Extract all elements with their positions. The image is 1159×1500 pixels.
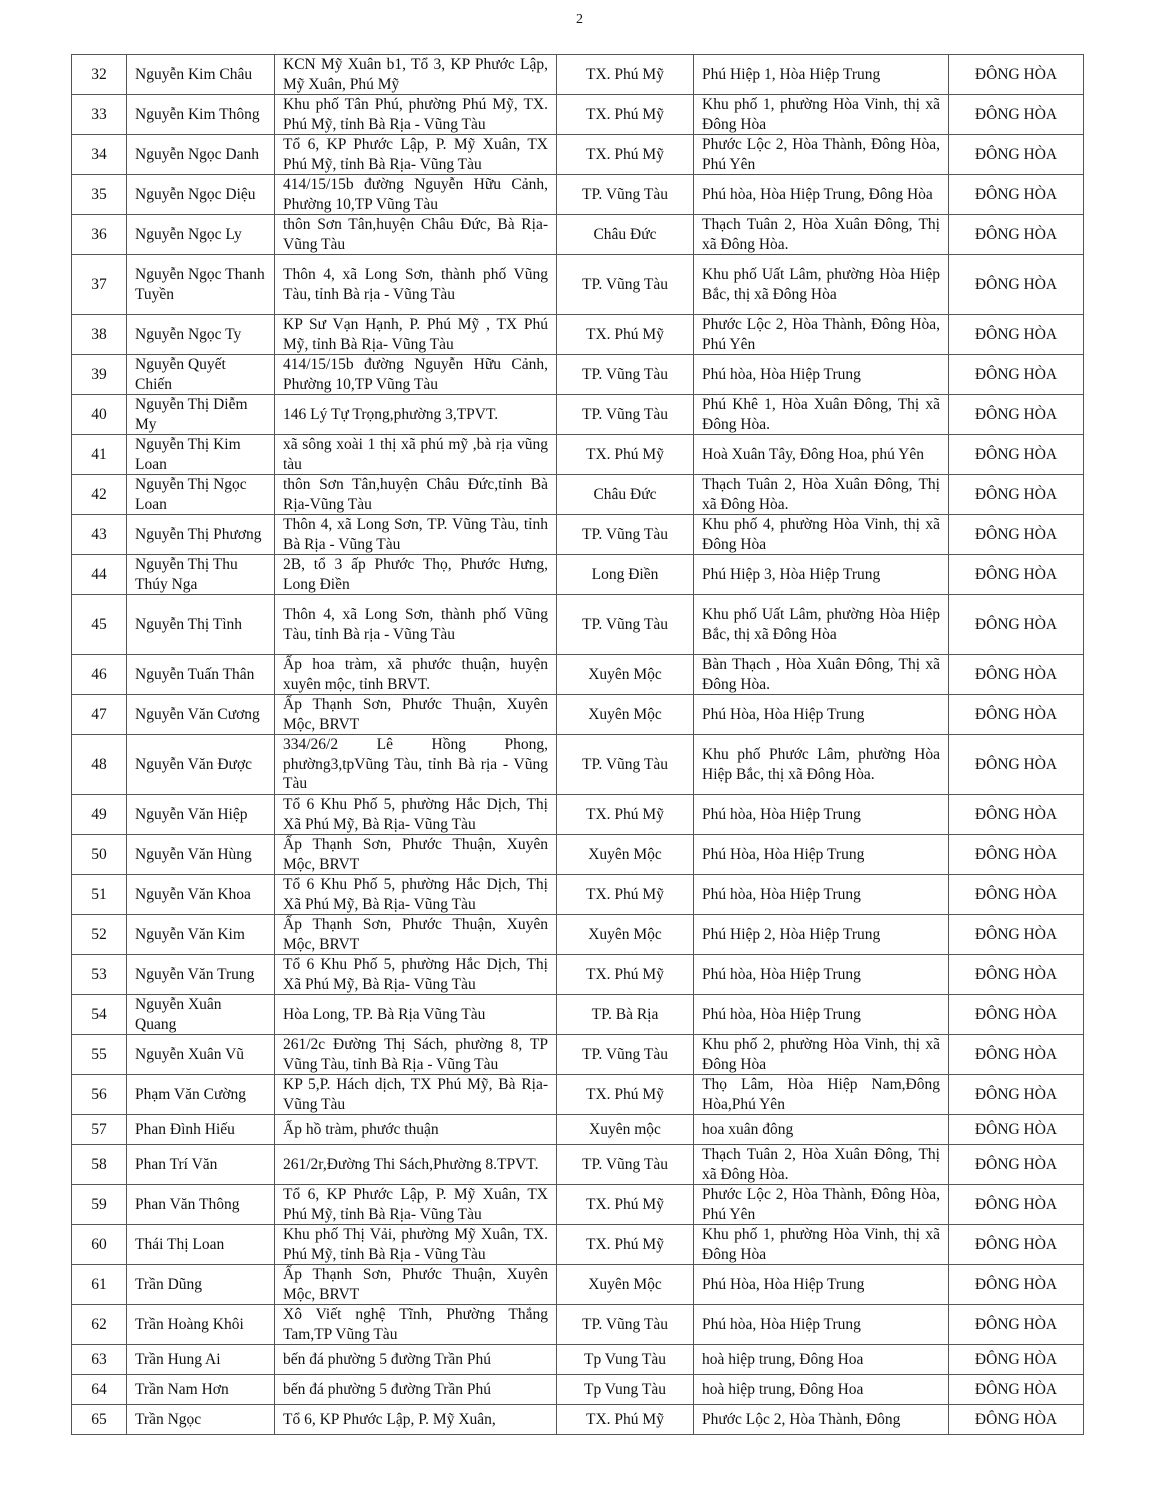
current-address-cell: thôn Sơn Tân,huyện Châu Đức,tỉnh Bà Rịa-Vũng Tàu (275, 475, 557, 515)
hometown-cell: Phú Hòa, Hòa Hiệp Trung (694, 695, 949, 735)
district-cell: TX. Phú Mỹ (557, 435, 694, 475)
district-cell: TX. Phú Mỹ (557, 315, 694, 355)
row-number-cell: 59 (72, 1185, 127, 1225)
row-number-cell: 37 (72, 255, 127, 315)
current-address-cell: Ấp Thạnh Sơn, Phước Thuận, Xuyên Mộc, BRVT (275, 835, 557, 875)
hometown-cell: Khu phố Uất Lâm, phường Hòa Hiệp Bắc, thị xã Đông Hòa (694, 595, 949, 655)
current-address-cell: Ấp hồ tràm, phước thuận (275, 1115, 557, 1145)
current-address-cell: Thôn 4, xã Long Sơn, thành phố Vũng Tàu, tỉnh Bà rịa - Vũng Tàu (275, 255, 557, 315)
row-number-cell: 40 (72, 395, 127, 435)
current-address-cell: bến đá phường 5 đường Trần Phú (275, 1345, 557, 1375)
row-number-cell: 60 (72, 1225, 127, 1265)
hometown-cell: Khu phố 1, phường Hòa Vinh, thị xã Đông Hòa (694, 95, 949, 135)
home-region-cell: ĐÔNG HÒA (949, 875, 1084, 915)
row-number-cell: 36 (72, 215, 127, 255)
table-row (72, 655, 1084, 695)
member-name-cell: Nguyễn Tuấn Thân (127, 655, 275, 695)
home-region-cell: ĐÔNG HÒA (949, 55, 1084, 95)
row-number-cell: 35 (72, 175, 127, 215)
row-number-cell: 55 (72, 1035, 127, 1075)
current-address-cell: Khu phố Thị Vải, phường Mỹ Xuân, TX. Phú Mỹ, tỉnh Bà Rịa - Vũng Tàu (275, 1225, 557, 1265)
table-row (72, 1375, 1084, 1405)
row-number-cell: 45 (72, 595, 127, 655)
hometown-cell: Phú hòa, Hòa Hiệp Trung (694, 875, 949, 915)
member-name-cell: Nguyễn Văn Hùng (127, 835, 275, 875)
member-name-cell: Phan Trí Văn (127, 1145, 275, 1185)
row-number-cell: 57 (72, 1115, 127, 1145)
page-number: 2 (576, 12, 583, 27)
member-name-cell: Thái Thị Loan (127, 1225, 275, 1265)
member-name-cell: Nguyễn Thị Thu Thúy Nga (127, 555, 275, 595)
row-number-cell: 44 (72, 555, 127, 595)
home-region-cell: ĐÔNG HÒA (949, 435, 1084, 475)
table-row (72, 1075, 1084, 1115)
table-row (72, 515, 1084, 555)
member-name-cell: Trần Hoàng Khôi (127, 1305, 275, 1345)
home-region-cell: ĐÔNG HÒA (949, 555, 1084, 595)
table-row (72, 1185, 1084, 1225)
row-number-cell: 49 (72, 795, 127, 835)
district-cell: Tp Vung Tàu (557, 1375, 694, 1405)
district-cell: TP. Vũng Tàu (557, 175, 694, 215)
table-row (72, 1035, 1084, 1075)
hometown-cell: Bàn Thạch , Hòa Xuân Đông, Thị xã Đông Hòa. (694, 655, 949, 695)
member-name-cell: Phạm Văn Cường (127, 1075, 275, 1115)
district-cell: TP. Vũng Tàu (557, 515, 694, 555)
home-region-cell: ĐÔNG HÒA (949, 835, 1084, 875)
member-name-cell: Trần Ngọc (127, 1405, 275, 1435)
current-address-cell: Khu phố Tân Phú, phường Phú Mỹ, TX. Phú Mỹ, tỉnh Bà Rịa - Vũng Tàu (275, 95, 557, 135)
table-row (72, 135, 1084, 175)
home-region-cell: ĐÔNG HÒA (949, 1075, 1084, 1115)
home-region-cell: ĐÔNG HÒA (949, 175, 1084, 215)
member-name-cell: Trần Dũng (127, 1265, 275, 1305)
district-cell: TX. Phú Mỹ (557, 1185, 694, 1225)
table-row (72, 735, 1084, 795)
row-number-cell: 33 (72, 95, 127, 135)
member-name-cell: Nguyễn Kim Châu (127, 55, 275, 95)
current-address-cell: Tổ 6, KP Phước Lập, P. Mỹ Xuân, TX Phú Mỹ, tỉnh Bà Rịa- Vũng Tàu (275, 1185, 557, 1225)
current-address-cell: 261/2r,Đường Thi Sách,Phường 8.TPVT. (275, 1145, 557, 1185)
row-number-cell: 63 (72, 1345, 127, 1375)
current-address-cell: 146 Lý Tự Trọng,phường 3,TPVT. (275, 395, 557, 435)
table-row (72, 95, 1084, 135)
home-region-cell: ĐÔNG HÒA (949, 955, 1084, 995)
hometown-cell: hoà hiệp trung, Đông Hoa (694, 1375, 949, 1405)
district-cell: TX. Phú Mỹ (557, 1225, 694, 1265)
row-number-cell: 65 (72, 1405, 127, 1435)
current-address-cell: Xô Viết nghệ Tĩnh, Phường Thắng Tam,TP Vũng Tàu (275, 1305, 557, 1345)
hometown-cell: Phú hòa, Hòa Hiệp Trung (694, 995, 949, 1035)
current-address-cell: Thôn 4, xã Long Sơn, thành phố Vũng Tàu, tỉnh Bà rịa - Vũng Tàu (275, 595, 557, 655)
member-name-cell: Nguyễn Văn Trung (127, 955, 275, 995)
member-name-cell: Trần Hung Ai (127, 1345, 275, 1375)
roster-body (72, 55, 1084, 1435)
table-row (72, 355, 1084, 395)
current-address-cell: 334/26/2 Lê Hồng Phong, phường3,tpVũng Tàu, tỉnh Bà rịa - Vũng Tàu (275, 735, 557, 795)
home-region-cell: ĐÔNG HÒA (949, 595, 1084, 655)
home-region-cell: ĐÔNG HÒA (949, 795, 1084, 835)
district-cell: Tp Vung Tàu (557, 1345, 694, 1375)
member-name-cell: Nguyễn Xuân Quang (127, 995, 275, 1035)
row-number-cell: 39 (72, 355, 127, 395)
table-row (72, 475, 1084, 515)
row-number-cell: 38 (72, 315, 127, 355)
table-row (72, 795, 1084, 835)
row-number-cell: 41 (72, 435, 127, 475)
district-cell: TX. Phú Mỹ (557, 55, 694, 95)
hometown-cell: Thạch Tuân 2, Hòa Xuân Đông, Thị xã Đông Hòa. (694, 215, 949, 255)
district-cell: TX. Phú Mỹ (557, 955, 694, 995)
current-address-cell: Tổ 6 Khu Phố 5, phường Hắc Dịch, Thị Xã Phú Mỹ, Bà Rịa- Vũng Tàu (275, 955, 557, 995)
row-number-cell: 62 (72, 1305, 127, 1345)
district-cell: Châu Đức (557, 215, 694, 255)
district-cell: Xuyên Mộc (557, 655, 694, 695)
current-address-cell: Ấp Thạnh Sơn, Phước Thuận, Xuyên Mộc, BRVT (275, 915, 557, 955)
hometown-cell: Phú Hiệp 2, Hòa Hiệp Trung (694, 915, 949, 955)
member-name-cell: Nguyễn Văn Hiệp (127, 795, 275, 835)
district-cell: Xuyên Mộc (557, 695, 694, 735)
current-address-cell: 2B, tổ 3 ấp Phước Thọ, Phước Hưng, Long Điền (275, 555, 557, 595)
home-region-cell: ĐÔNG HÒA (949, 255, 1084, 315)
table-row (72, 55, 1084, 95)
table-row (72, 955, 1084, 995)
current-address-cell: thôn Sơn Tân,huyện Châu Đức, Bà Rịa-Vũng Tàu (275, 215, 557, 255)
member-name-cell: Nguyễn Văn Được (127, 735, 275, 795)
current-address-cell: Hòa Long, TP. Bà Rịa Vũng Tàu (275, 995, 557, 1035)
current-address-cell: xã sông xoài 1 thị xã phú mỹ ,bà rịa vũng tàu (275, 435, 557, 475)
home-region-cell: ĐÔNG HÒA (949, 1185, 1084, 1225)
home-region-cell: ĐÔNG HÒA (949, 395, 1084, 435)
hometown-cell: Thọ Lâm, Hòa Hiệp Nam,Đông Hòa,Phú Yên (694, 1075, 949, 1115)
table-row (72, 1305, 1084, 1345)
current-address-cell: KCN Mỹ Xuân b1, Tổ 3, KP Phước Lập, Mỹ Xuân, Phú Mỹ (275, 55, 557, 95)
table-row (72, 995, 1084, 1035)
current-address-cell: Tổ 6 Khu Phố 5, phường Hắc Dịch, Thị Xã Phú Mỹ, Bà Rịa- Vũng Tàu (275, 875, 557, 915)
district-cell: TP. Vũng Tàu (557, 255, 694, 315)
district-cell: TP. Vũng Tàu (557, 1035, 694, 1075)
table-row (72, 1405, 1084, 1435)
current-address-cell: KP 5,P. Hách dịch, TX Phú Mỹ, Bà Rịa-Vũng Tàu (275, 1075, 557, 1115)
row-number-cell: 50 (72, 835, 127, 875)
home-region-cell: ĐÔNG HÒA (949, 515, 1084, 555)
hometown-cell: Phước Lộc 2, Hòa Thành, Đông Hòa, Phú Yên (694, 135, 949, 175)
home-region-cell: ĐÔNG HÒA (949, 1265, 1084, 1305)
hometown-cell: Phước Lộc 2, Hòa Thành, Đông (694, 1405, 949, 1435)
table-row (72, 1115, 1084, 1145)
district-cell: Xuyên mộc (557, 1115, 694, 1145)
home-region-cell: ĐÔNG HÒA (949, 1225, 1084, 1265)
district-cell: Xuyên Mộc (557, 835, 694, 875)
current-address-cell: 261/2c Đường Thị Sách, phường 8, TP Vũng Tàu, tỉnh Bà Rịa - Vũng Tàu (275, 1035, 557, 1075)
hometown-cell: Khu phố Phước Lâm, phường Hòa Hiệp Bắc, thị xã Đông Hòa. (694, 735, 949, 795)
member-name-cell: Nguyễn Văn Kim (127, 915, 275, 955)
member-name-cell: Nguyễn Thị Ngọc Loan (127, 475, 275, 515)
district-cell: TX. Phú Mỹ (557, 795, 694, 835)
home-region-cell: ĐÔNG HÒA (949, 1345, 1084, 1375)
member-roster-table (71, 54, 1084, 1435)
hometown-cell: hoa xuân đông (694, 1115, 949, 1145)
hometown-cell: Phú Khê 1, Hòa Xuân Đông, Thị xã Đông Hòa. (694, 395, 949, 435)
member-name-cell: Nguyễn Xuân Vũ (127, 1035, 275, 1075)
district-cell: TP. Vũng Tàu (557, 595, 694, 655)
home-region-cell: ĐÔNG HÒA (949, 135, 1084, 175)
home-region-cell: ĐÔNG HÒA (949, 315, 1084, 355)
home-region-cell: ĐÔNG HÒA (949, 1035, 1084, 1075)
current-address-cell: Ấp Thạnh Sơn, Phước Thuận, Xuyên Mộc, BRVT (275, 695, 557, 735)
row-number-cell: 43 (72, 515, 127, 555)
hometown-cell: Thạch Tuân 2, Hòa Xuân Đông, Thị xã Đông Hòa. (694, 1145, 949, 1185)
district-cell: TX. Phú Mỹ (557, 135, 694, 175)
member-name-cell: Phan Văn Thông (127, 1185, 275, 1225)
table-row (72, 1225, 1084, 1265)
home-region-cell: ĐÔNG HÒA (949, 1405, 1084, 1435)
hometown-cell: Phú hòa, Hòa Hiệp Trung, Đông Hòa (694, 175, 949, 215)
hometown-cell: Phú hòa, Hòa Hiệp Trung (694, 795, 949, 835)
current-address-cell: 414/15/15b đường Nguyễn Hữu Cảnh, Phường 10,TP Vũng Tàu (275, 175, 557, 215)
hometown-cell: Phú Hòa, Hòa Hiệp Trung (694, 1265, 949, 1305)
table-row (72, 215, 1084, 255)
hometown-cell: Phú hòa, Hòa Hiệp Trung (694, 955, 949, 995)
table-row (72, 395, 1084, 435)
district-cell: TX. Phú Mỹ (557, 1405, 694, 1435)
table-row (72, 255, 1084, 315)
home-region-cell: ĐÔNG HÒA (949, 915, 1084, 955)
member-name-cell: Nguyễn Thị Diễm My (127, 395, 275, 435)
row-number-cell: 64 (72, 1375, 127, 1405)
table-row (72, 315, 1084, 355)
home-region-cell: ĐÔNG HÒA (949, 1145, 1084, 1185)
district-cell: Châu Đức (557, 475, 694, 515)
district-cell: Xuyên Mộc (557, 915, 694, 955)
member-name-cell: Nguyễn Ngọc Danh (127, 135, 275, 175)
row-number-cell: 32 (72, 55, 127, 95)
row-number-cell: 47 (72, 695, 127, 735)
member-name-cell: Nguyễn Ngọc Ty (127, 315, 275, 355)
table-row (72, 1265, 1084, 1305)
district-cell: TP. Vũng Tàu (557, 355, 694, 395)
district-cell: TX. Phú Mỹ (557, 95, 694, 135)
hometown-cell: Khu phố 4, phường Hòa Vinh, thị xã Đông Hòa (694, 515, 949, 555)
hometown-cell: Phú hòa, Hòa Hiệp Trung (694, 355, 949, 395)
row-number-cell: 52 (72, 915, 127, 955)
table-row (72, 595, 1084, 655)
current-address-cell: Tổ 6, KP Phước Lập, P. Mỹ Xuân, (275, 1405, 557, 1435)
hometown-cell: Khu phố 1, phường Hòa Vinh, thị xã Đông Hòa (694, 1225, 949, 1265)
row-number-cell: 56 (72, 1075, 127, 1115)
hometown-cell: Phú Hiệp 3, Hòa Hiệp Trung (694, 555, 949, 595)
hometown-cell: Phước Lộc 2, Hòa Thành, Đông Hòa, Phú Yên (694, 315, 949, 355)
table-row (72, 695, 1084, 735)
hometown-cell: Khu phố 2, phường Hòa Vinh, thị xã Đông Hòa (694, 1035, 949, 1075)
table-row (72, 555, 1084, 595)
member-name-cell: Nguyễn Thị Kim Loan (127, 435, 275, 475)
district-cell: TX. Phú Mỹ (557, 1075, 694, 1115)
table-row (72, 915, 1084, 955)
current-address-cell: Ấp Thạnh Sơn, Phước Thuận, Xuyên Mộc, BRVT (275, 1265, 557, 1305)
hometown-cell: Phú Hòa, Hòa Hiệp Trung (694, 835, 949, 875)
row-number-cell: 34 (72, 135, 127, 175)
member-name-cell: Phan Đình Hiếu (127, 1115, 275, 1145)
hometown-cell: hoà hiệp trung, Đông Hoa (694, 1345, 949, 1375)
row-number-cell: 46 (72, 655, 127, 695)
current-address-cell: Tổ 6, KP Phước Lập, P. Mỹ Xuân, TX Phú Mỹ, tỉnh Bà Rịa- Vũng Tàu (275, 135, 557, 175)
current-address-cell: 414/15/15b đường Nguyễn Hữu Cảnh, Phường 10,TP Vũng Tàu (275, 355, 557, 395)
district-cell: Long Điền (557, 555, 694, 595)
row-number-cell: 54 (72, 995, 127, 1035)
home-region-cell: ĐÔNG HÒA (949, 995, 1084, 1035)
current-address-cell: Ấp hoa tràm, xã phước thuận, huyện xuyên mộc, tỉnh BRVT. (275, 655, 557, 695)
row-number-cell: 53 (72, 955, 127, 995)
district-cell: TP. Vũng Tàu (557, 395, 694, 435)
home-region-cell: ĐÔNG HÒA (949, 475, 1084, 515)
district-cell: Xuyên Mộc (557, 1265, 694, 1305)
hometown-cell: Khu phố Uất Lâm, phường Hòa Hiệp Bắc, thị xã Đông Hòa (694, 255, 949, 315)
table-row (72, 1345, 1084, 1375)
member-name-cell: Nguyễn Thị Phương (127, 515, 275, 555)
row-number-cell: 42 (72, 475, 127, 515)
hometown-cell: Hoà Xuân Tây, Đông Hoa, phú Yên (694, 435, 949, 475)
district-cell: TP. Vũng Tàu (557, 1145, 694, 1185)
table-row (72, 875, 1084, 915)
district-cell: TX. Phú Mỹ (557, 875, 694, 915)
member-name-cell: Nguyễn Ngọc Ly (127, 215, 275, 255)
home-region-cell: ĐÔNG HÒA (949, 1115, 1084, 1145)
member-name-cell: Nguyễn Ngọc Diệu (127, 175, 275, 215)
hometown-cell: Phú hòa, Hòa Hiệp Trung (694, 1305, 949, 1345)
current-address-cell: KP Sư Vạn Hạnh, P. Phú Mỹ , TX Phú Mỹ, tỉnh Bà Rịa- Vũng Tàu (275, 315, 557, 355)
district-cell: TP. Vũng Tàu (557, 1305, 694, 1345)
district-cell: TP. Vũng Tàu (557, 735, 694, 795)
home-region-cell: ĐÔNG HÒA (949, 1305, 1084, 1345)
member-name-cell: Nguyễn Thị Tình (127, 595, 275, 655)
hometown-cell: Phước Lộc 2, Hòa Thành, Đông Hòa, Phú Yên (694, 1185, 949, 1225)
member-name-cell: Trần Nam Hơn (127, 1375, 275, 1405)
member-name-cell: Nguyễn Văn Cương (127, 695, 275, 735)
member-name-cell: Nguyễn Văn Khoa (127, 875, 275, 915)
home-region-cell: ĐÔNG HÒA (949, 355, 1084, 395)
table-row (72, 435, 1084, 475)
table-row (72, 835, 1084, 875)
hometown-cell: Thạch Tuân 2, Hòa Xuân Đông, Thị xã Đông Hòa. (694, 475, 949, 515)
home-region-cell: ĐÔNG HÒA (949, 1375, 1084, 1405)
member-name-cell: Nguyễn Kim Thông (127, 95, 275, 135)
home-region-cell: ĐÔNG HÒA (949, 95, 1084, 135)
table-row (72, 1145, 1084, 1185)
current-address-cell: Thôn 4, xã Long Sơn, TP. Vũng Tàu, tỉnh Bà Rịa - Vũng Tàu (275, 515, 557, 555)
row-number-cell: 51 (72, 875, 127, 915)
row-number-cell: 48 (72, 735, 127, 795)
current-address-cell: Tổ 6 Khu Phố 5, phường Hắc Dịch, Thị Xã Phú Mỹ, Bà Rịa- Vũng Tàu (275, 795, 557, 835)
row-number-cell: 61 (72, 1265, 127, 1305)
row-number-cell: 58 (72, 1145, 127, 1185)
home-region-cell: ĐÔNG HÒA (949, 695, 1084, 735)
member-name-cell: Nguyễn Ngọc Thanh Tuyền (127, 255, 275, 315)
district-cell: TP. Bà Rịa (557, 995, 694, 1035)
member-name-cell: Nguyễn Quyết Chiến (127, 355, 275, 395)
table-row (72, 175, 1084, 215)
home-region-cell: ĐÔNG HÒA (949, 215, 1084, 255)
home-region-cell: ĐÔNG HÒA (949, 655, 1084, 695)
home-region-cell: ĐÔNG HÒA (949, 735, 1084, 795)
current-address-cell: bến đá phường 5 đường Trần Phú (275, 1375, 557, 1405)
hometown-cell: Phú Hiệp 1, Hòa Hiệp Trung (694, 55, 949, 95)
